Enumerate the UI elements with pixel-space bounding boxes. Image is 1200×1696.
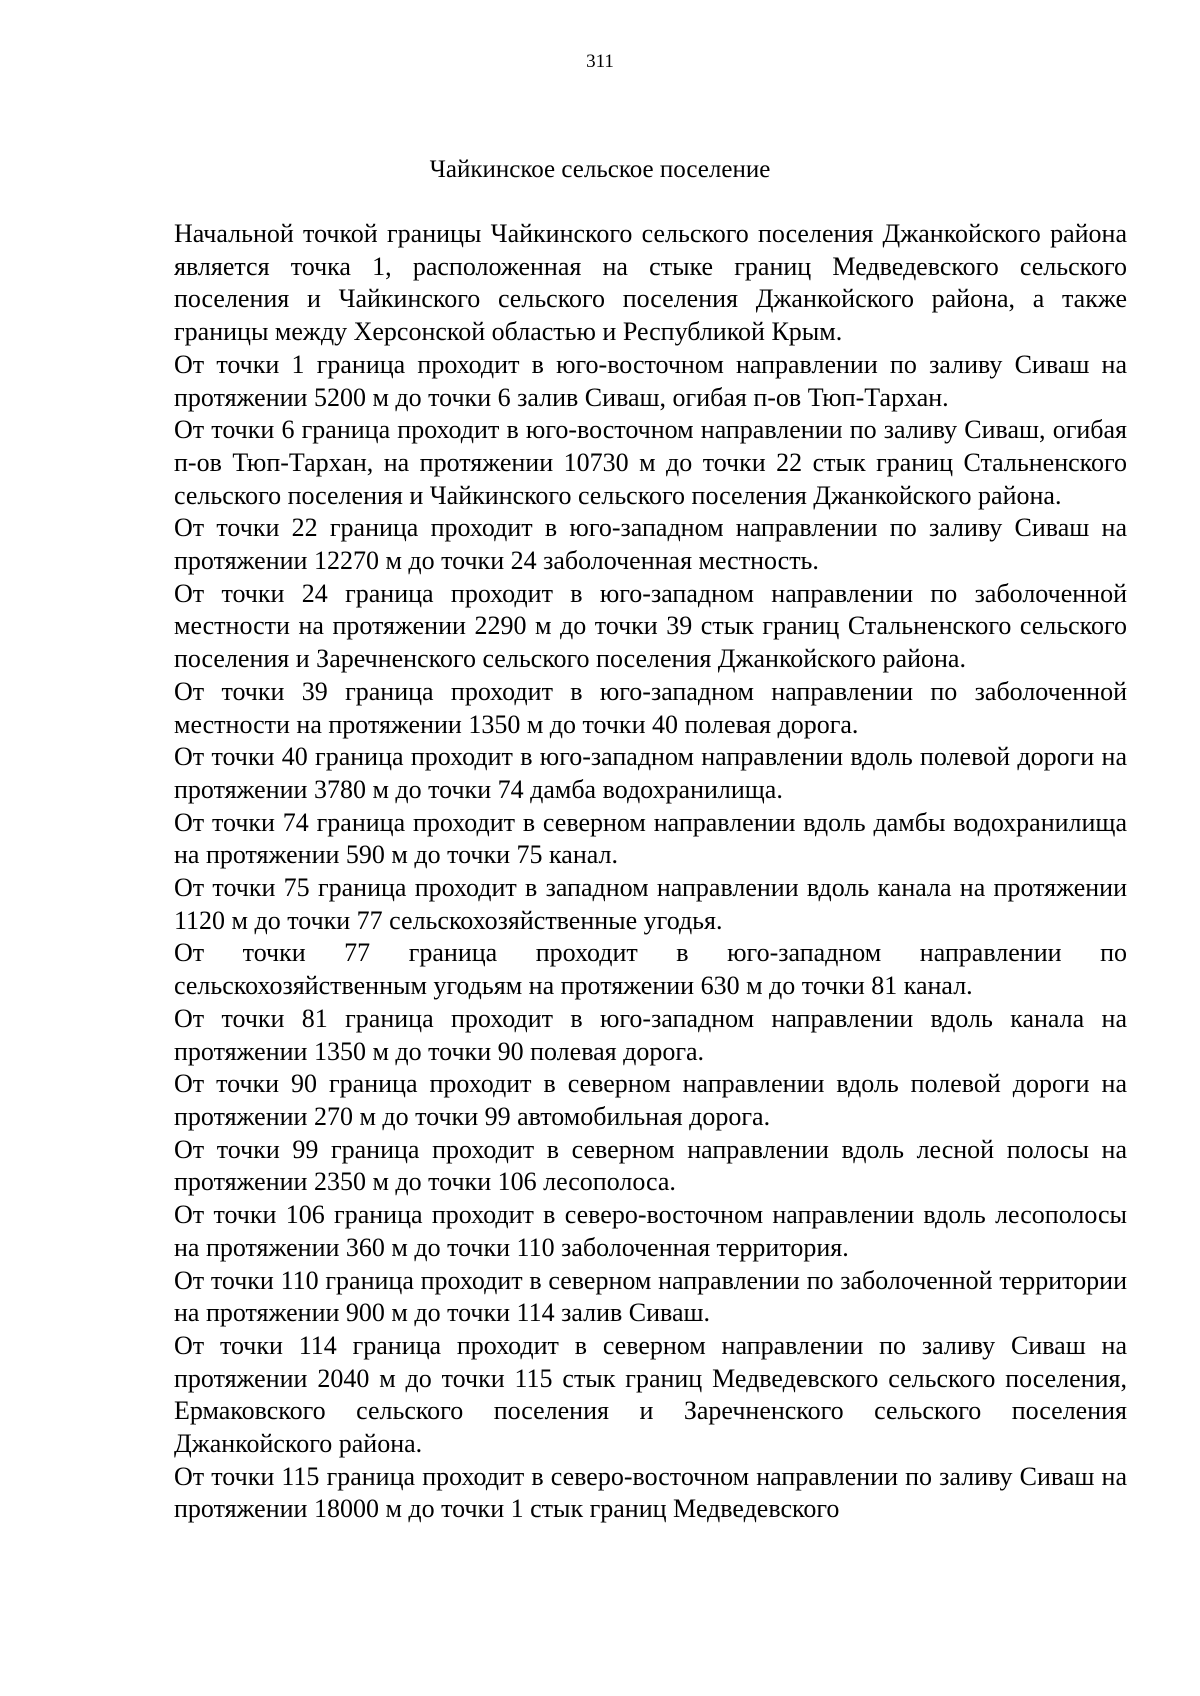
document-body: [174, 218, 1127, 1526]
paragraph-point-115: От точки 115 граница проходит в северо-восточном направлении по заливу Сиваш на протяжении 18000 м до точки 1 стык границ Медведевского: [174, 1461, 1127, 1524]
paragraph-point-6: От точки 6 граница проходит в юго-восточном направлении по заливу Сиваш, огибая п-ов Тюп-Тархан, на протяжении 10730 м до точки 22 стык границ Стальненского сельского поселения и Чайкинского сельского поселения Джанкойского района.: [174, 415, 1127, 510]
page-number: 311: [586, 51, 614, 72]
paragraph-point-77: От точки 77 граница проходит в юго-западном направлении по сельскохозяйственным угодьям на протяжении 630 м до точки 81 канал.: [174, 938, 1127, 1001]
paragraph-point-110: От точки 110 граница проходит в северном направлении по заболоченной территории на протяжении 900 м до точки 114 залив Сиваш.: [174, 1265, 1127, 1328]
paragraph-point-74: От точки 74 граница проходит в северном направлении вдоль дамбы водохранилища на протяжении 590 м до точки 75 канал.: [174, 807, 1127, 870]
paragraph-point-106: От точки 106 граница проходит в северо-восточном направлении вдоль лесополосы на протяжении 360 м до точки 110 заболоченная территория.: [174, 1200, 1127, 1262]
paragraph-point-114: От точки 114 граница проходит в северном направлении по заливу Сиваш на протяжении 2040 м до точки 115 стык границ Медведевского сельского поселения, Ермаковского сельского поселения и Заречненского сельского поселения Джанкойского района.: [174, 1330, 1127, 1459]
paragraph-point-24: От точки 24 граница проходит в юго-западном направлении по заболоченной местности на протяжении 2290 м до точки 39 стык границ Стальненского сельского поселения и Заречненского сельского поселения Джанкойского района.: [174, 578, 1127, 674]
document-title: Чайкинское сельское поселение: [429, 156, 771, 183]
paragraph-point-40: От точки 40 граница проходит в юго-западном направлении вдоль полевой дороги на протяжении 3780 м до точки 74 дамба водохранилища.: [174, 742, 1127, 804]
paragraph-point-81: От точки 81 граница проходит в юго-западном направлении вдоль канала на протяжении 1350 м до точки 90 полевая дорога.: [174, 1003, 1127, 1066]
paragraph-point-90: От точки 90 граница проходит в северном направлении вдоль полевой дороги на протяжении 270 м до точки 99 автомобильная дорога.: [174, 1069, 1127, 1131]
paragraph-point-22: От точки 22 граница проходит в юго-западном направлении по заливу Сиваш на протяжении 12270 м до точки 24 заболоченная местность.: [174, 513, 1127, 576]
paragraph-point-99: От точки 99 граница проходит в северном направлении вдоль лесной полосы на протяжении 2350 м до точки 106 лесополоса.: [174, 1134, 1127, 1197]
paragraph-start-point: Начальной точкой границы Чайкинского сельского поселения Джанкойского района является точка 1, расположенная на стыке границ Медведевского сельского поселения и Чайкинского сельского поселения Джанкойского района, а также границы между Херсонской областью и Республикой Крым.: [174, 219, 1127, 347]
paragraph-point-75: От точки 75 граница проходит в западном направлении вдоль канала на протяжении 1120 м до точки 77 сельскохозяйственные угодья.: [174, 873, 1127, 935]
paragraph-point-39: От точки 39 граница проходит в юго-западном направлении по заболоченной местности на протяжении 1350 м до точки 40 полевая дорога.: [174, 676, 1127, 739]
paragraph-point-1: От точки 1 граница проходит в юго-восточном направлении по заливу Сиваш на протяжении 5200 м до точки 6 залив Сиваш, огибая п-ов Тюп-Тархан.: [174, 349, 1127, 412]
